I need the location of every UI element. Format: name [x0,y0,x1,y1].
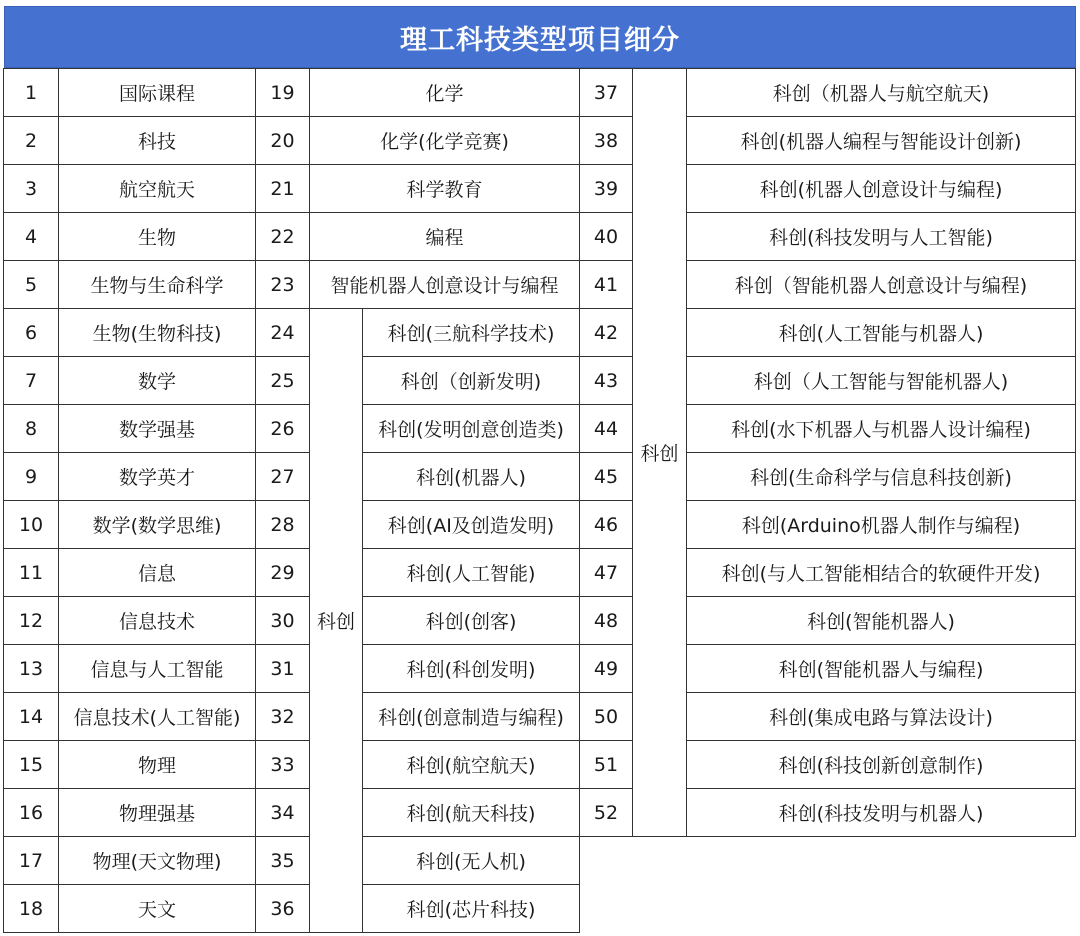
project-name: 科创(机器人) [362,452,580,501]
row-number: 43 [579,356,633,405]
project-name: 航空航天 [58,164,256,213]
row-number: 36 [255,884,310,933]
project-name: 科创(航空航天) [362,740,580,789]
project-name: 数学(数学思维) [58,500,256,549]
project-name: 科创(人工智能) [362,548,580,597]
row-number: 30 [255,596,310,645]
row-number: 13 [3,644,59,693]
project-name: 科创(三航科学技术) [362,308,580,357]
project-name: 科创(航天科技) [362,788,580,837]
project-name: 物理 [58,740,256,789]
row-number: 25 [255,356,310,405]
project-name: 科创(创意制造与编程) [362,692,580,741]
row-number: 41 [579,260,633,309]
row-number: 35 [255,836,310,885]
row-number: 46 [579,500,633,549]
project-name: 科创（机器人与航空航天) [686,68,1076,117]
row-number: 40 [579,212,633,261]
row-number: 49 [579,644,633,693]
row-number: 18 [3,884,59,933]
row-number: 14 [3,692,59,741]
row-number: 15 [3,740,59,789]
project-name: 科创（创新发明) [362,356,580,405]
row-number: 6 [3,308,59,357]
project-name: 科创(人工智能与机器人) [686,308,1076,357]
row-number: 29 [255,548,310,597]
project-name: 科创(芯片科技) [362,884,580,933]
project-name: 信息技术(人工智能) [58,692,256,741]
row-number: 11 [3,548,59,597]
row-number: 19 [255,68,310,117]
project-name: 科创(科技创新创意制作) [686,740,1076,789]
project-name: 科创(智能机器人) [686,596,1076,645]
project-name: 信息与人工智能 [58,644,256,693]
project-name: 科创(无人机) [362,836,580,885]
row-number: 22 [255,212,310,261]
project-name: 科创(集成电路与算法设计) [686,692,1076,741]
project-name: 信息技术 [58,596,256,645]
project-name: 数学英才 [58,452,256,501]
project-name: 科创(发明创意创造类) [362,404,580,453]
project-name: 物理强基 [58,788,256,837]
project-name: 科技 [58,116,256,165]
project-name: 国际课程 [58,68,256,117]
row-number: 27 [255,452,310,501]
group-label-kechuang: 科创 [309,308,363,933]
project-name: 科创(科创发明) [362,644,580,693]
row-number: 52 [579,788,633,837]
project-name: 科创(科技发明与机器人) [686,788,1076,837]
row-number: 1 [3,68,59,117]
row-number: 7 [3,356,59,405]
project-name: 物理(天文物理) [58,836,256,885]
row-number: 51 [579,740,633,789]
project-name: 科创(AI及创造发明) [362,500,580,549]
project-name: 科学教育 [309,164,580,213]
project-name: 科创(创客) [362,596,580,645]
row-number: 50 [579,692,633,741]
project-name: 科创(Arduino机器人制作与编程) [686,500,1076,549]
project-name: 天文 [58,884,256,933]
row-number: 23 [255,260,310,309]
project-name: 科创(与人工智能相结合的软硬件开发) [686,548,1076,597]
project-name: 科创(智能机器人与编程) [686,644,1076,693]
project-name: 科创（智能机器人创意设计与编程) [686,260,1076,309]
table-title: 理工科技类型项目细分 [4,6,1076,68]
row-number: 10 [3,500,59,549]
project-name: 科创(机器人创意设计与编程) [686,164,1076,213]
row-number: 4 [3,212,59,261]
row-number: 37 [579,68,633,117]
row-number: 48 [579,596,633,645]
row-number: 34 [255,788,310,837]
row-number: 38 [579,116,633,165]
project-name: 化学(化学竞赛) [309,116,580,165]
project-name: 科创(机器人编程与智能设计创新) [686,116,1076,165]
row-number: 31 [255,644,310,693]
project-name: 信息 [58,548,256,597]
row-number: 16 [3,788,59,837]
group-label-kechuang: 科创 [632,68,687,837]
project-name: 科创(科技发明与人工智能) [686,212,1076,261]
project-name: 数学 [58,356,256,405]
row-number: 44 [579,404,633,453]
row-number: 2 [3,116,59,165]
project-name: 生物(生物科技) [58,308,256,357]
project-name: 化学 [309,68,580,117]
project-name: 科创(生命科学与信息科技创新) [686,452,1076,501]
row-number: 42 [579,308,633,357]
row-number: 45 [579,452,633,501]
row-number: 9 [3,452,59,501]
row-number: 28 [255,500,310,549]
row-number: 8 [3,404,59,453]
row-number: 12 [3,596,59,645]
project-name: 科创(水下机器人与机器人设计编程) [686,404,1076,453]
project-name: 智能机器人创意设计与编程 [309,260,580,309]
project-name: 生物与生命科学 [58,260,256,309]
row-number: 26 [255,404,310,453]
row-number: 24 [255,308,310,357]
row-number: 33 [255,740,310,789]
row-number: 39 [579,164,633,213]
row-number: 3 [3,164,59,213]
row-number: 17 [3,836,59,885]
row-number: 32 [255,692,310,741]
project-name: 科创（人工智能与智能机器人) [686,356,1076,405]
project-name: 编程 [309,212,580,261]
project-name: 生物 [58,212,256,261]
row-number: 21 [255,164,310,213]
project-name: 数学强基 [58,404,256,453]
row-number: 5 [3,260,59,309]
row-number: 20 [255,116,310,165]
row-number: 47 [579,548,633,597]
